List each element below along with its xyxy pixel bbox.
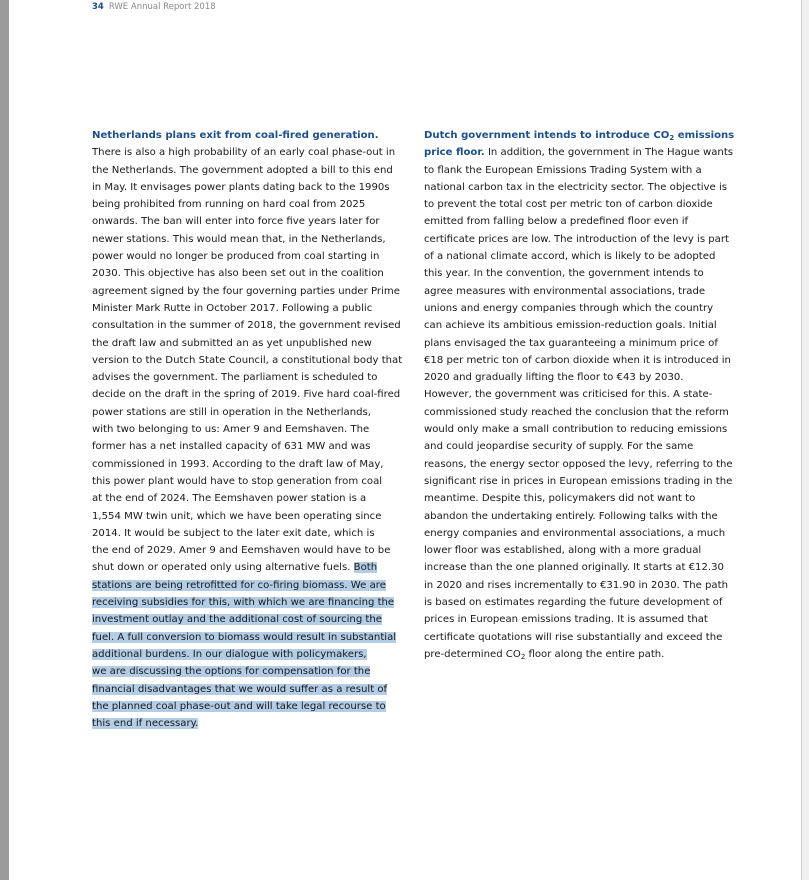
- left-column-heading: Netherlands plans exit from coal-fired generation.: [92, 130, 379, 141]
- body-line: unions and energy companies through which the country: [424, 302, 714, 314]
- body-line: prices in European emissions trading. It is assumed that: [424, 614, 708, 626]
- right-column-first-line: price floor. In addition, the government in The Hague wants: [424, 147, 734, 159]
- body-line: increase than the one planned originally. It starts at €12.30: [424, 562, 724, 574]
- body-line: commissioned study reached the conclusion that the reform: [424, 406, 729, 418]
- highlighted-line: this end if necessary.: [92, 718, 199, 730]
- highlighted-line: financial disadvantages that we would suffer as a result of: [92, 683, 388, 695]
- body-line: certificate prices are low. The introduction of the levy is part: [424, 233, 729, 245]
- body-line: former has a net installed capacity of 631 MW and was: [92, 441, 371, 453]
- body-line: with two belonging to us: Amer 9 and Eemshaven. The: [92, 424, 370, 436]
- highlighted-line: fuel. A full conversion to biomass would result in substantial: [92, 631, 397, 643]
- body-line: commissioned in 1993. According to the draft law of May,: [92, 458, 384, 470]
- body-line: to prevent the total cost per metric ton of carbon dioxide: [424, 199, 713, 211]
- body-line: to flank the European Emissions Trading System with a: [424, 164, 702, 176]
- body-line: emitted from falling below a predefined floor even if: [424, 216, 689, 228]
- body-line: decide on the draft in the spring of 2019. Five hard coal-fired: [92, 389, 401, 401]
- body-line: national carbon tax in the electricity sector. The objective is: [424, 181, 728, 193]
- body-line: significant rise in prices in European emissions trading in the: [424, 475, 733, 487]
- mixed-highlight-line: [92, 559, 410, 576]
- report-title: RWE Annual Report 2018: [108, 2, 216, 12]
- right-column-body: [424, 162, 742, 646]
- body-line: version to the Dutch State Council, a constitutional body that: [92, 354, 403, 366]
- body-line: 2030. This objective has also been set out in the coalition: [92, 268, 384, 280]
- body-line: of a national climate accord, which is likely to be adopted: [424, 251, 716, 263]
- body-line: the end of 2029. Amer 9 and Eemshaven would have to be: [92, 545, 391, 557]
- body-line: However, the government was criticised for this. A state-: [424, 389, 713, 401]
- body-line: the Netherlands. The government adopted a bill to this end: [92, 164, 393, 176]
- body-line: is based on estimates regarding the future development of: [424, 597, 723, 609]
- body-line: this year. In the convention, the government intends to: [424, 268, 704, 280]
- body-line: reasons, the energy sector opposed the levy, referring to the: [424, 458, 733, 470]
- body-line: can achieve its ambitious emission-reduction goals. Initial: [424, 320, 717, 332]
- body-line: in 2020 and rises incrementally to €31.90 in 2030. The path: [424, 579, 728, 591]
- body-line: Minister Mark Rutte in October 2017. Following a public: [92, 302, 373, 314]
- body-line: There is also a high probability of an early coal phase-out in: [92, 147, 396, 159]
- body-line: energy companies and environmental associations, a much: [424, 527, 726, 539]
- body-line: abandon the undertaking entirely. Following talks with the: [424, 510, 718, 522]
- body-line: agreement signed by the four governing parties under Prime: [92, 285, 400, 297]
- body-line: 2014. It would be subject to the later exit date, which is: [92, 527, 375, 539]
- highlighted-selection: [92, 577, 410, 733]
- right-column-heading: Dutch government intends to introduce $CO_2$ emissions: [424, 130, 735, 142]
- document-page: [9, 0, 801, 880]
- body-line: certificate quotations will rise substantially and exceed the: [424, 631, 723, 643]
- body-line: 1,554 MW twin unit, which we have been operating since: [92, 510, 382, 522]
- body-line: would only make a small contribution to reducing emissions: [424, 424, 728, 436]
- page-header: [92, 1, 216, 13]
- body-line: power would no longer be produced from coal starting in: [92, 251, 380, 263]
- left-column-body: [92, 144, 410, 559]
- highlighted-text: Both: [353, 562, 378, 574]
- body-line: power stations are still in operation in the Netherlands,: [92, 406, 371, 418]
- body-line: meantime. Despite this, policymakers did not want to: [424, 493, 696, 505]
- body-line: onwards. The ban will enter into force five years later for: [92, 216, 380, 228]
- body-line: the draft law and submitted an as yet unpublished new: [92, 337, 372, 349]
- highlighted-line: additional burdens. In our dialogue with policymakers,: [92, 648, 367, 660]
- viewer-page-edge: [801, 0, 809, 880]
- right-column-last-line: pre-determined $CO_2$ floor along the entire path.: [424, 648, 665, 661]
- body-line: newer stations. This would mean that, in the Netherlands,: [92, 233, 386, 245]
- highlighted-line: investment outlay and the additional cost of sourcing the: [92, 614, 382, 626]
- body-line: in May. It envisages power plants dating back to the 1990s: [92, 181, 390, 193]
- highlighted-line: stations are being retrofitted for co-firing biomass. We are: [92, 579, 386, 591]
- body-line: at the end of 2024. The Eemshaven power station is a: [92, 493, 367, 505]
- body-line: this power plant would have to stop generation from coal: [92, 475, 383, 487]
- body-line: agree measures with environmental associations, trade: [424, 285, 706, 297]
- body-line: 2020 and gradually lifting the floor to €43 by 2030.: [424, 372, 684, 384]
- body-line: lower floor was established, along with a more gradual: [424, 545, 702, 557]
- body-line: plans envisaged the tax guaranteeing a minimum price of: [424, 337, 718, 349]
- body-line: and could jeopardise security of supply. For the same: [424, 441, 694, 453]
- body-line: shut down or operated only using alternative fuels.: [92, 562, 354, 574]
- highlighted-line: the planned coal phase-out and will take legal recourse to: [92, 700, 386, 712]
- page-number: 34: [92, 2, 104, 12]
- body-line: €18 per metric ton of carbon dioxide when it is introduced in: [424, 354, 731, 366]
- right-column: [424, 127, 742, 663]
- body-line: consultation in the summer of 2018, the government revised: [92, 320, 401, 332]
- highlighted-line: receiving subsidies for this, with which we are financing the: [92, 597, 395, 609]
- left-column: [92, 127, 410, 732]
- body-line: being prohibited from running on hard coal from 2025: [92, 199, 366, 211]
- highlighted-line: we are discussing the options for compensation for the: [92, 666, 371, 678]
- body-line: advises the government. The parliament is scheduled to: [92, 372, 378, 384]
